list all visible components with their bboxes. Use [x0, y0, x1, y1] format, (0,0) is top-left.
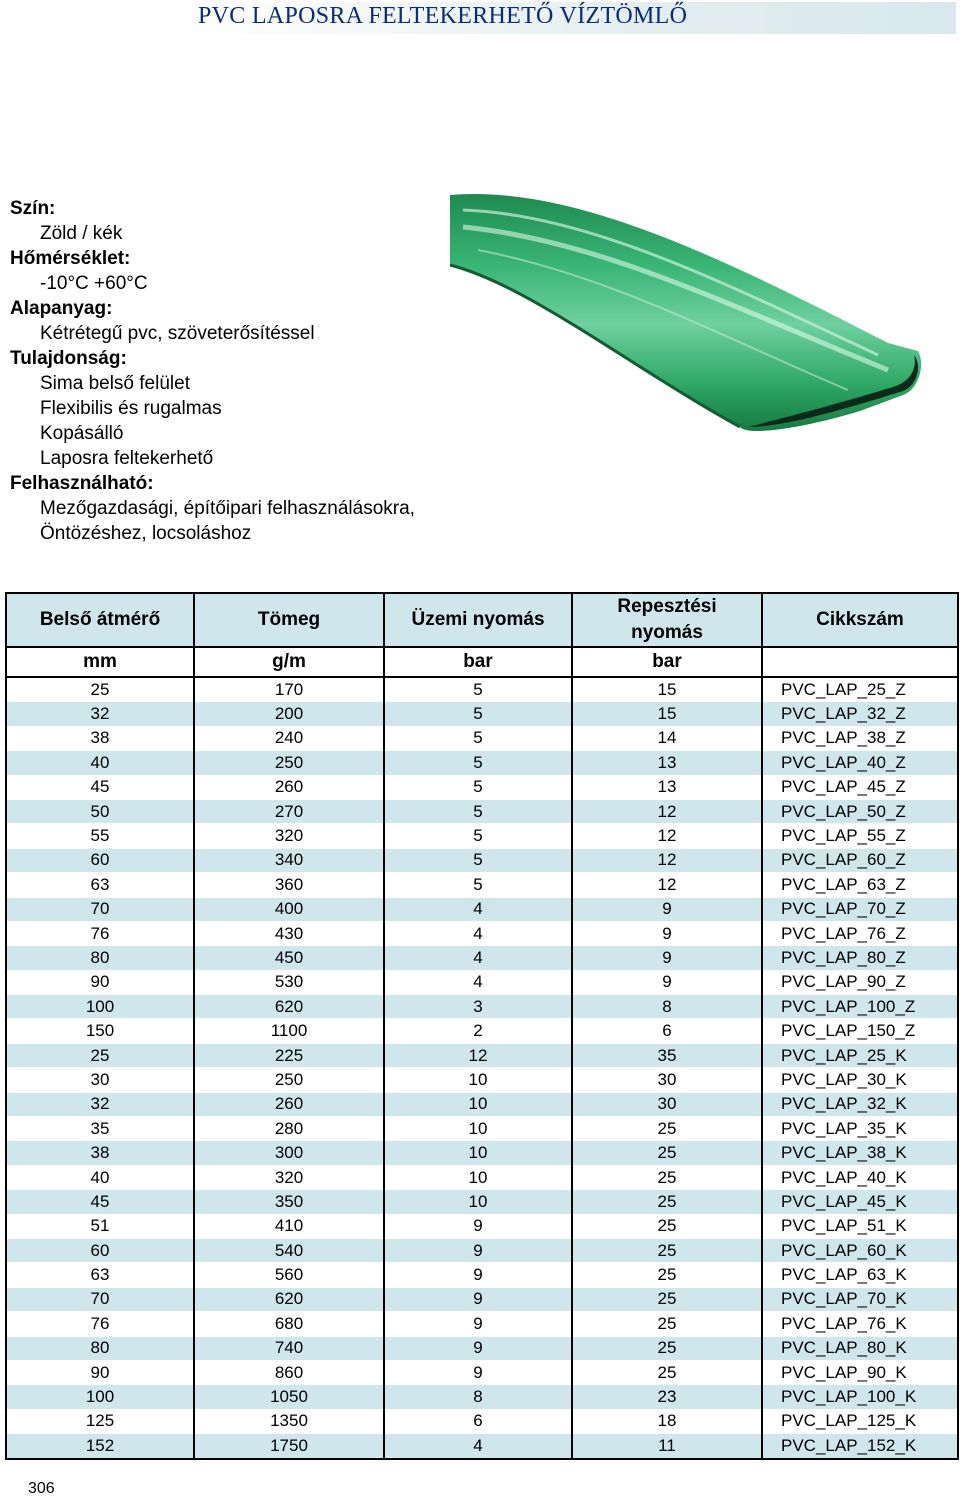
cell-burst-pressure: 12 — [572, 824, 762, 848]
cell-working-pressure: 4 — [384, 1434, 572, 1459]
property-label: Felhasználható: — [10, 473, 154, 494]
cell-weight: 280 — [194, 1117, 384, 1141]
cell-working-pressure: 6 — [384, 1409, 572, 1433]
cell-weight: 860 — [194, 1360, 384, 1384]
cell-burst-pressure: 30 — [572, 1092, 762, 1116]
table-row — [6, 1312, 958, 1336]
table-row — [6, 677, 958, 702]
cell-working-pressure: 9 — [384, 1287, 572, 1311]
cell-article-number: PVC_LAP_76_K — [762, 1312, 958, 1336]
cell-burst-pressure: 9 — [572, 897, 762, 921]
cell-working-pressure: 10 — [384, 1165, 572, 1189]
cell-inner-diameter: 63 — [6, 873, 194, 897]
cell-burst-pressure: 25 — [572, 1190, 762, 1214]
table-body — [6, 677, 958, 1459]
cell-inner-diameter: 70 — [6, 1287, 194, 1311]
cell-article-number: PVC_LAP_38_Z — [762, 726, 958, 750]
cell-article-number: PVC_LAP_51_K — [762, 1214, 958, 1238]
cell-article-number: PVC_LAP_45_K — [762, 1190, 958, 1214]
property-value: Sima belső felület — [40, 373, 190, 394]
cell-working-pressure: 3 — [384, 995, 572, 1019]
table-row — [6, 1360, 958, 1384]
cell-weight: 1750 — [194, 1434, 384, 1459]
property-value: Kétrétegű pvc, szöveterősítéssel — [40, 323, 315, 344]
cell-inner-diameter: 25 — [6, 1043, 194, 1067]
cell-weight: 225 — [194, 1043, 384, 1067]
cell-inner-diameter: 100 — [6, 1385, 194, 1409]
unit-working-pressure: bar — [384, 647, 572, 677]
property-value: Mezőgazdasági, építőipari felhasználásokra, — [40, 498, 415, 519]
cell-article-number: PVC_LAP_40_K — [762, 1165, 958, 1189]
property-label: Hőmérséklet: — [10, 248, 131, 269]
cell-burst-pressure: 25 — [572, 1214, 762, 1238]
cell-article-number: PVC_LAP_32_K — [762, 1092, 958, 1116]
properties-list — [10, 196, 470, 546]
cell-working-pressure: 10 — [384, 1117, 572, 1141]
cell-working-pressure: 5 — [384, 726, 572, 750]
cell-burst-pressure: 30 — [572, 1068, 762, 1092]
cell-working-pressure: 4 — [384, 946, 572, 970]
cell-article-number: PVC_LAP_76_Z — [762, 921, 958, 945]
cell-burst-pressure: 18 — [572, 1409, 762, 1433]
property-label: Szín: — [10, 198, 56, 219]
cell-weight: 260 — [194, 775, 384, 799]
cell-article-number: PVC_LAP_100_Z — [762, 995, 958, 1019]
cell-article-number: PVC_LAP_90_Z — [762, 970, 958, 994]
cell-weight: 620 — [194, 995, 384, 1019]
cell-working-pressure: 5 — [384, 799, 572, 823]
cell-working-pressure: 9 — [384, 1263, 572, 1287]
cell-article-number: PVC_LAP_60_K — [762, 1238, 958, 1262]
table-row — [6, 1336, 958, 1360]
table-row — [6, 970, 958, 994]
table-row — [6, 1165, 958, 1189]
header-article-number: Cikkszám — [762, 593, 958, 647]
cell-inner-diameter: 45 — [6, 1190, 194, 1214]
cell-burst-pressure: 15 — [572, 677, 762, 702]
cell-inner-diameter: 80 — [6, 1336, 194, 1360]
cell-inner-diameter: 55 — [6, 824, 194, 848]
table-row — [6, 1263, 958, 1287]
cell-weight: 620 — [194, 1287, 384, 1311]
table-row — [6, 946, 958, 970]
cell-weight: 320 — [194, 1165, 384, 1189]
cell-inner-diameter: 51 — [6, 1214, 194, 1238]
cell-inner-diameter: 60 — [6, 1238, 194, 1262]
cell-burst-pressure: 25 — [572, 1117, 762, 1141]
cell-working-pressure: 10 — [384, 1092, 572, 1116]
cell-inner-diameter: 63 — [6, 1263, 194, 1287]
table-row — [6, 1019, 958, 1043]
table-row — [6, 775, 958, 799]
cell-inner-diameter: 40 — [6, 1165, 194, 1189]
cell-inner-diameter: 125 — [6, 1409, 194, 1433]
property-value: Zöld / kék — [40, 223, 123, 244]
cell-inner-diameter: 80 — [6, 946, 194, 970]
table-row — [6, 1068, 958, 1092]
cell-weight: 1350 — [194, 1409, 384, 1433]
cell-inner-diameter: 35 — [6, 1117, 194, 1141]
cell-article-number: PVC_LAP_150_Z — [762, 1019, 958, 1043]
cell-burst-pressure: 12 — [572, 799, 762, 823]
cell-burst-pressure: 12 — [572, 873, 762, 897]
cell-working-pressure: 4 — [384, 970, 572, 994]
cell-inner-diameter: 50 — [6, 799, 194, 823]
cell-working-pressure: 4 — [384, 921, 572, 945]
property-value: Öntözéshez, locsoláshoz — [40, 523, 252, 544]
cell-weight: 320 — [194, 824, 384, 848]
cell-working-pressure: 9 — [384, 1312, 572, 1336]
cell-inner-diameter: 152 — [6, 1434, 194, 1459]
cell-working-pressure: 5 — [384, 751, 572, 775]
cell-article-number: PVC_LAP_63_K — [762, 1263, 958, 1287]
cell-article-number: PVC_LAP_55_Z — [762, 824, 958, 848]
cell-article-number: PVC_LAP_80_K — [762, 1336, 958, 1360]
cell-inner-diameter: 100 — [6, 995, 194, 1019]
unit-weight: g/m — [194, 647, 384, 677]
page-title: PVC LAPOSRA FELTEKERHETŐ VÍZTÖMLŐ — [198, 3, 688, 29]
cell-burst-pressure: 25 — [572, 1141, 762, 1165]
header-inner-diameter: Belső átmérő — [6, 593, 194, 647]
table-row — [6, 921, 958, 945]
cell-article-number: PVC_LAP_32_Z — [762, 702, 958, 726]
cell-inner-diameter: 90 — [6, 1360, 194, 1384]
header-working-pressure: Üzemi nyomás — [384, 593, 572, 647]
property-value: Kopásálló — [40, 423, 124, 444]
cell-article-number: PVC_LAP_40_Z — [762, 751, 958, 775]
cell-inner-diameter: 32 — [6, 702, 194, 726]
cell-weight: 1100 — [194, 1019, 384, 1043]
cell-article-number: PVC_LAP_70_K — [762, 1287, 958, 1311]
cell-burst-pressure: 25 — [572, 1263, 762, 1287]
cell-working-pressure: 9 — [384, 1238, 572, 1262]
table-row — [6, 1409, 958, 1433]
table-row — [6, 1238, 958, 1262]
cell-article-number: PVC_LAP_38_K — [762, 1141, 958, 1165]
table-row — [6, 1092, 958, 1116]
cell-working-pressure: 5 — [384, 848, 572, 872]
cell-burst-pressure: 25 — [572, 1165, 762, 1189]
cell-working-pressure: 8 — [384, 1385, 572, 1409]
cell-article-number: PVC_LAP_90_K — [762, 1360, 958, 1384]
cell-inner-diameter: 90 — [6, 970, 194, 994]
cell-inner-diameter: 76 — [6, 1312, 194, 1336]
cell-burst-pressure: 9 — [572, 970, 762, 994]
page-number: 306 — [28, 1480, 55, 1497]
cell-article-number: PVC_LAP_100_K — [762, 1385, 958, 1409]
unit-inner-diameter: mm — [6, 647, 194, 677]
cell-working-pressure: 5 — [384, 775, 572, 799]
cell-burst-pressure: 14 — [572, 726, 762, 750]
cell-article-number: PVC_LAP_25_K — [762, 1043, 958, 1067]
table-row — [6, 873, 958, 897]
property-value: Flexibilis és rugalmas — [40, 398, 222, 419]
specifications-table — [5, 592, 959, 1460]
table-row — [6, 1385, 958, 1409]
cell-inner-diameter: 150 — [6, 1019, 194, 1043]
cell-inner-diameter: 38 — [6, 726, 194, 750]
cell-article-number: PVC_LAP_30_K — [762, 1068, 958, 1092]
cell-article-number: PVC_LAP_50_Z — [762, 799, 958, 823]
cell-burst-pressure: 9 — [572, 921, 762, 945]
property-label: Alapanyag: — [10, 298, 113, 319]
cell-working-pressure: 2 — [384, 1019, 572, 1043]
cell-article-number: PVC_LAP_80_Z — [762, 946, 958, 970]
cell-burst-pressure: 6 — [572, 1019, 762, 1043]
table-row — [6, 1287, 958, 1311]
cell-working-pressure: 9 — [384, 1360, 572, 1384]
cell-working-pressure: 5 — [384, 824, 572, 848]
header-weight: Tömeg — [194, 593, 384, 647]
property-label: Tulajdonság: — [10, 348, 127, 369]
table-row — [6, 702, 958, 726]
table-row — [6, 848, 958, 872]
cell-inner-diameter: 76 — [6, 921, 194, 945]
table-row — [6, 1043, 958, 1067]
table-row — [6, 1190, 958, 1214]
cell-article-number: PVC_LAP_45_Z — [762, 775, 958, 799]
cell-article-number: PVC_LAP_152_K — [762, 1434, 958, 1459]
property-value: Laposra feltekerhető — [40, 448, 214, 469]
cell-article-number: PVC_LAP_63_Z — [762, 873, 958, 897]
cell-burst-pressure: 9 — [572, 946, 762, 970]
cell-burst-pressure: 15 — [572, 702, 762, 726]
cell-working-pressure: 5 — [384, 677, 572, 702]
cell-working-pressure: 5 — [384, 873, 572, 897]
cell-article-number: PVC_LAP_60_Z — [762, 848, 958, 872]
cell-article-number: PVC_LAP_70_Z — [762, 897, 958, 921]
cell-weight: 400 — [194, 897, 384, 921]
table-row — [6, 1434, 958, 1459]
cell-weight: 740 — [194, 1336, 384, 1360]
cell-article-number: PVC_LAP_125_K — [762, 1409, 958, 1433]
table-row — [6, 1117, 958, 1141]
unit-article-number — [762, 647, 958, 677]
cell-weight: 1050 — [194, 1385, 384, 1409]
cell-burst-pressure: 35 — [572, 1043, 762, 1067]
cell-weight: 680 — [194, 1312, 384, 1336]
property-value: -10°C +60°C — [40, 273, 148, 294]
cell-burst-pressure: 8 — [572, 995, 762, 1019]
cell-weight: 410 — [194, 1214, 384, 1238]
cell-weight: 200 — [194, 702, 384, 726]
header-burst-pressure — [572, 593, 762, 647]
cell-weight: 250 — [194, 751, 384, 775]
cell-working-pressure: 10 — [384, 1141, 572, 1165]
hose-product-image — [448, 165, 928, 455]
cell-working-pressure: 5 — [384, 702, 572, 726]
cell-burst-pressure: 12 — [572, 848, 762, 872]
table-row — [6, 897, 958, 921]
cell-weight: 170 — [194, 677, 384, 702]
cell-weight: 260 — [194, 1092, 384, 1116]
cell-weight: 450 — [194, 946, 384, 970]
cell-inner-diameter: 60 — [6, 848, 194, 872]
cell-weight: 530 — [194, 970, 384, 994]
unit-burst-pressure: bar — [572, 647, 762, 677]
cell-inner-diameter: 25 — [6, 677, 194, 702]
cell-burst-pressure: 13 — [572, 775, 762, 799]
cell-weight: 560 — [194, 1263, 384, 1287]
cell-weight: 540 — [194, 1238, 384, 1262]
table-row — [6, 824, 958, 848]
cell-working-pressure: 12 — [384, 1043, 572, 1067]
cell-burst-pressure: 25 — [572, 1238, 762, 1262]
header-burst-pressure-label: Repesztési nyomás — [617, 596, 717, 643]
cell-inner-diameter: 32 — [6, 1092, 194, 1116]
cell-weight: 250 — [194, 1068, 384, 1092]
cell-inner-diameter: 40 — [6, 751, 194, 775]
cell-weight: 300 — [194, 1141, 384, 1165]
cell-weight: 240 — [194, 726, 384, 750]
cell-burst-pressure: 25 — [572, 1312, 762, 1336]
table-row — [6, 1214, 958, 1238]
cell-inner-diameter: 70 — [6, 897, 194, 921]
table-row — [6, 751, 958, 775]
cell-working-pressure: 4 — [384, 897, 572, 921]
cell-inner-diameter: 45 — [6, 775, 194, 799]
cell-weight: 360 — [194, 873, 384, 897]
cell-burst-pressure: 13 — [572, 751, 762, 775]
cell-weight: 270 — [194, 799, 384, 823]
cell-burst-pressure: 25 — [572, 1287, 762, 1311]
cell-weight: 340 — [194, 848, 384, 872]
cell-burst-pressure: 23 — [572, 1385, 762, 1409]
cell-inner-diameter: 30 — [6, 1068, 194, 1092]
cell-weight: 430 — [194, 921, 384, 945]
table-row — [6, 1141, 958, 1165]
cell-inner-diameter: 38 — [6, 1141, 194, 1165]
cell-burst-pressure: 25 — [572, 1360, 762, 1384]
table-row — [6, 995, 958, 1019]
cell-working-pressure: 9 — [384, 1336, 572, 1360]
cell-working-pressure: 9 — [384, 1214, 572, 1238]
cell-burst-pressure: 25 — [572, 1336, 762, 1360]
cell-working-pressure: 10 — [384, 1068, 572, 1092]
cell-working-pressure: 10 — [384, 1190, 572, 1214]
table-row — [6, 726, 958, 750]
cell-weight: 350 — [194, 1190, 384, 1214]
cell-article-number: PVC_LAP_25_Z — [762, 677, 958, 702]
table-row — [6, 799, 958, 823]
cell-article-number: PVC_LAP_35_K — [762, 1117, 958, 1141]
cell-burst-pressure: 11 — [572, 1434, 762, 1459]
